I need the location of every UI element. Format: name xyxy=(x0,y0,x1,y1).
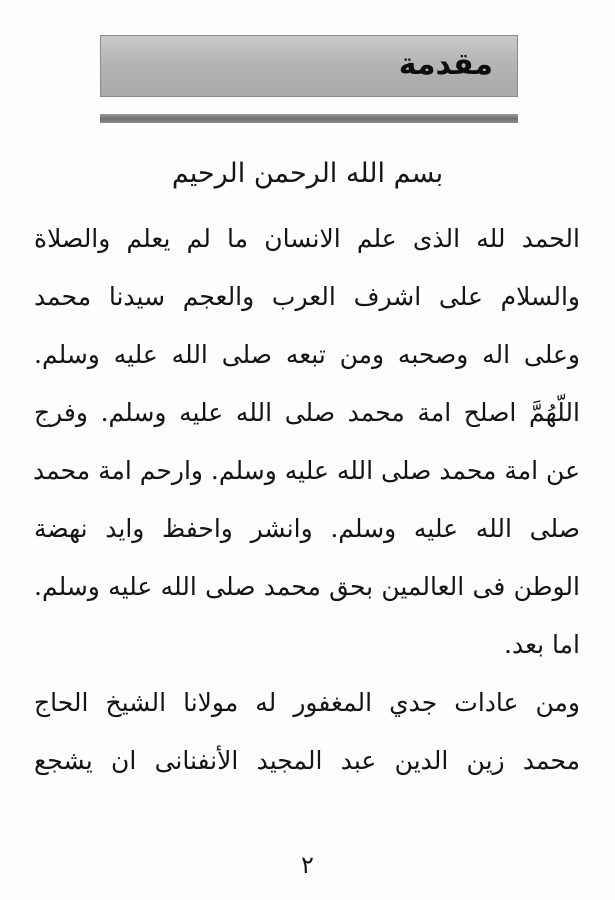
text-line: وعلى اله وصحبه ومن تبعه صلى الله عليه وسلم. xyxy=(34,340,580,369)
text-line: الوطن فى العالمين بحق محمد صلى الله عليه وسلم. xyxy=(34,572,580,601)
text-line: محمد زين الدين عبد المجيد الأنفنانى ان يشجع xyxy=(34,746,580,775)
text-line: اللّهُمَّ اصلح امة محمد صلى الله عليه وسلم. وفرج xyxy=(34,398,580,427)
basmala-heading: بسم الله الرحمن الرحيم xyxy=(171,158,444,189)
chapter-title-box xyxy=(100,35,518,97)
text-line: الحمد لله الذى علم الانسان ما لم يعلم والصلاة xyxy=(34,224,580,253)
text-line: والسلام على اشرف العرب والعجم سيدنا محمد xyxy=(34,282,580,311)
chapter-title: مقدمة xyxy=(398,47,493,82)
text-line: صلى الله عليه وسلم. وانشر واحفظ وايد نهضة xyxy=(34,514,580,543)
body-text xyxy=(34,210,580,790)
page-number: ٢ xyxy=(301,851,314,879)
text-line: ومن عادات جدي المغفور له مولانا الشيخ الحاج xyxy=(34,688,580,717)
text-line: اما بعد. xyxy=(504,630,580,659)
text-line: عن امة محمد صلى الله عليه وسلم. وارحم امة محمد xyxy=(33,456,580,485)
title-divider xyxy=(100,114,518,123)
